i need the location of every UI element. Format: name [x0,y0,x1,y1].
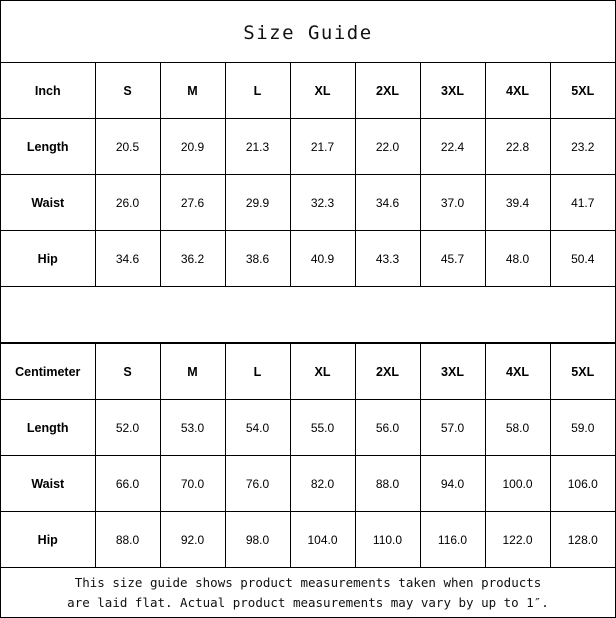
size-header-m: M [160,344,225,400]
cell-hip-5xl: 128.0 [550,512,615,568]
size-header-3xl: 3XL [420,344,485,400]
cell-waist-2xl: 34.6 [355,175,420,231]
cell-waist-l: 76.0 [225,456,290,512]
cell-length-l: 21.3 [225,119,290,175]
table-header-row [1,63,615,119]
cell-waist-s: 66.0 [95,456,160,512]
unit-header-inch: Inch [1,63,95,119]
footer-note [1,568,615,617]
footer-note-line-2: are laid flat. Actual product measurements may vary by up to 1″. [67,594,549,610]
cell-length-xl: 55.0 [290,400,355,456]
size-header-s: S [95,63,160,119]
cell-waist-xl: 82.0 [290,456,355,512]
cell-hip-3xl: 116.0 [420,512,485,568]
cell-hip-5xl: 50.4 [550,231,615,287]
size-header-s: S [95,344,160,400]
size-header-xl: XL [290,63,355,119]
cell-hip-l: 38.6 [225,231,290,287]
cell-hip-s: 34.6 [95,231,160,287]
size-table-inch [1,62,615,287]
cell-hip-2xl: 43.3 [355,231,420,287]
size-header-l: L [225,63,290,119]
cell-waist-5xl: 41.7 [550,175,615,231]
cell-waist-3xl: 37.0 [420,175,485,231]
row-label-waist: Waist [1,456,95,512]
unit-header-centimeter: Centimeter [1,344,95,400]
cell-length-3xl: 22.4 [420,119,485,175]
size-header-4xl: 4XL [485,63,550,119]
cell-hip-xl: 104.0 [290,512,355,568]
cell-hip-2xl: 110.0 [355,512,420,568]
table-row [1,175,615,231]
size-header-5xl: 5XL [550,63,615,119]
cell-hip-4xl: 48.0 [485,231,550,287]
cell-length-2xl: 56.0 [355,400,420,456]
cell-waist-l: 29.9 [225,175,290,231]
table-row [1,456,615,512]
cell-hip-3xl: 45.7 [420,231,485,287]
size-header-4xl: 4XL [485,344,550,400]
cell-waist-2xl: 88.0 [355,456,420,512]
cell-hip-m: 92.0 [160,512,225,568]
size-header-l: L [225,344,290,400]
cell-length-5xl: 23.2 [550,119,615,175]
table-separator-spacer [1,287,615,343]
footer-note-line-1: This size guide shows product measurements taken when products [74,574,542,590]
page-title: Size Guide [243,22,373,44]
table-row [1,400,615,456]
cell-hip-m: 36.2 [160,231,225,287]
cell-waist-s: 26.0 [95,175,160,231]
cell-length-m: 53.0 [160,400,225,456]
cell-length-4xl: 22.8 [485,119,550,175]
row-label-waist: Waist [1,175,95,231]
cell-length-xl: 21.7 [290,119,355,175]
table-header-row [1,344,615,400]
cell-length-s: 52.0 [95,400,160,456]
cell-waist-4xl: 100.0 [485,456,550,512]
row-label-hip: Hip [1,512,95,568]
cell-waist-m: 70.0 [160,456,225,512]
cell-waist-xl: 32.3 [290,175,355,231]
cell-hip-s: 88.0 [95,512,160,568]
size-header-2xl: 2XL [355,344,420,400]
size-table-centimeter [1,343,615,568]
size-header-m: M [160,63,225,119]
row-label-length: Length [1,119,95,175]
table-row [1,231,615,287]
cell-length-4xl: 58.0 [485,400,550,456]
row-label-length: Length [1,400,95,456]
size-header-3xl: 3XL [420,63,485,119]
size-header-xl: XL [290,344,355,400]
table-row [1,512,615,568]
cell-waist-4xl: 39.4 [485,175,550,231]
table-row [1,119,615,175]
cell-hip-4xl: 122.0 [485,512,550,568]
cell-hip-xl: 40.9 [290,231,355,287]
row-label-hip: Hip [1,231,95,287]
cell-length-5xl: 59.0 [550,400,615,456]
cell-length-l: 54.0 [225,400,290,456]
cell-length-2xl: 22.0 [355,119,420,175]
cell-length-m: 20.9 [160,119,225,175]
cell-waist-m: 27.6 [160,175,225,231]
size-header-2xl: 2XL [355,63,420,119]
cell-length-3xl: 57.0 [420,400,485,456]
cell-hip-l: 98.0 [225,512,290,568]
cell-length-s: 20.5 [95,119,160,175]
cell-waist-3xl: 94.0 [420,456,485,512]
size-header-5xl: 5XL [550,344,615,400]
cell-waist-5xl: 106.0 [550,456,615,512]
